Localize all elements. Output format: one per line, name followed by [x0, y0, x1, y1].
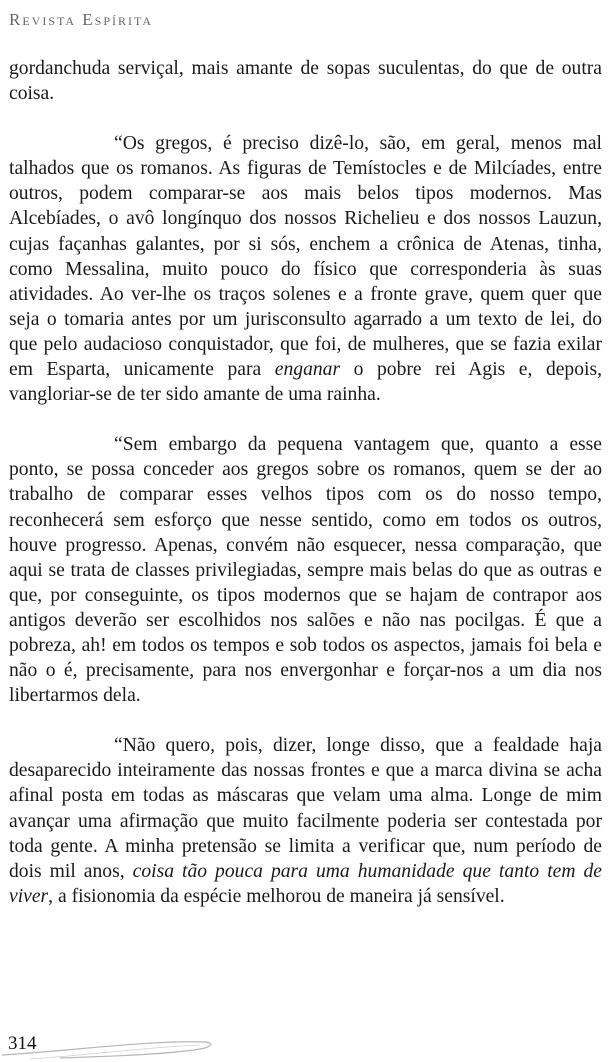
paragraph-text-continued: o pobre rei Agis e, depois, vangloriar-se de ter sido amante de uma rainha.	[9, 359, 602, 406]
paragraph-text: “Os gregos, é preciso dizê-lo, são, em geral, menos mal talhados que os romanos. As figuras de Temístocles e de Milcíades, entre outros, podem comparar-se aos mais belos tipos modernos. Mas Alcebíades, o avô longínquo dos nossos Richelieu e dos nossos Lauzun, cujas façanhas galantes, por si sós, enchem a crônica de Atenas, tinha, como Messalina, muito pouco do físico que corresponderia às suas atividades. Ao ver-lhe os traços solenes e a fronte grave, quem quer que seja o tomaria antes por um jurisconsulto agarrado a um texto de lei, do que pelo audacioso conquistador, que foi, de mulheres, que se fazia exilar em Esparta, unicamente para	[9, 133, 602, 381]
paragraph-ugliness	[9, 733, 602, 909]
page-number: 314	[8, 1033, 37, 1054]
paragraph-text: “Não quero, pois, dizer, longe disso, que a fealdade haja desaparecido inteiramente das nossas frontes e que a marca divina se acha afinal posta em todas as máscaras que velam uma alma. Longe de mim avançar uma afirmação que muito facilmente poderia ser contestada por toda gente. A minha pretensão se limita a verificar que, num período de dois mil anos,	[9, 735, 602, 882]
paragraph-text-continued: , a fisionomia da espécie melhorou de maneira já sensível.	[48, 885, 505, 907]
page-footer	[0, 1028, 611, 1062]
italic-emphasis: enganar	[274, 359, 341, 381]
paragraph-progress: “Sem embargo da pequena vantagem que, quanto a esse ponto, se possa conceder aos gregos sobre os romanos, quem se der ao trabalho de comparar esses velhos tipos com os do nosso tempo, reconhecerá sem esforço que nesse sentido, como em todos os outros, houve progresso. Apenas, convém não esquecer, nessa comparação, que aqui se trata de classes privilegiadas, sempre mais belas do que as outras e que, por conseguinte, os tipos modernos que se hajam de contrapor aos antigos deverão ser escolhidos nos salões e não nas pocilgas. É que a pobreza, ah! em todos os tempos e sob todos os aspectos, jamais foi bela e não o é, precisamente, para nos envergonhar e forçar-nos a um dia nos libertarmos dela.	[9, 434, 602, 707]
paragraph-greeks	[9, 131, 602, 407]
body-text	[9, 56, 602, 909]
paragraph-continuation: gordanchuda serviçal, mais amante de sopas suculentas, do que de outra coisa.	[9, 58, 602, 105]
running-header: Revista Espírita	[9, 10, 154, 29]
italic-emphasis: coisa tão pouca para uma humanidade que tanto tem de viver	[9, 860, 602, 907]
